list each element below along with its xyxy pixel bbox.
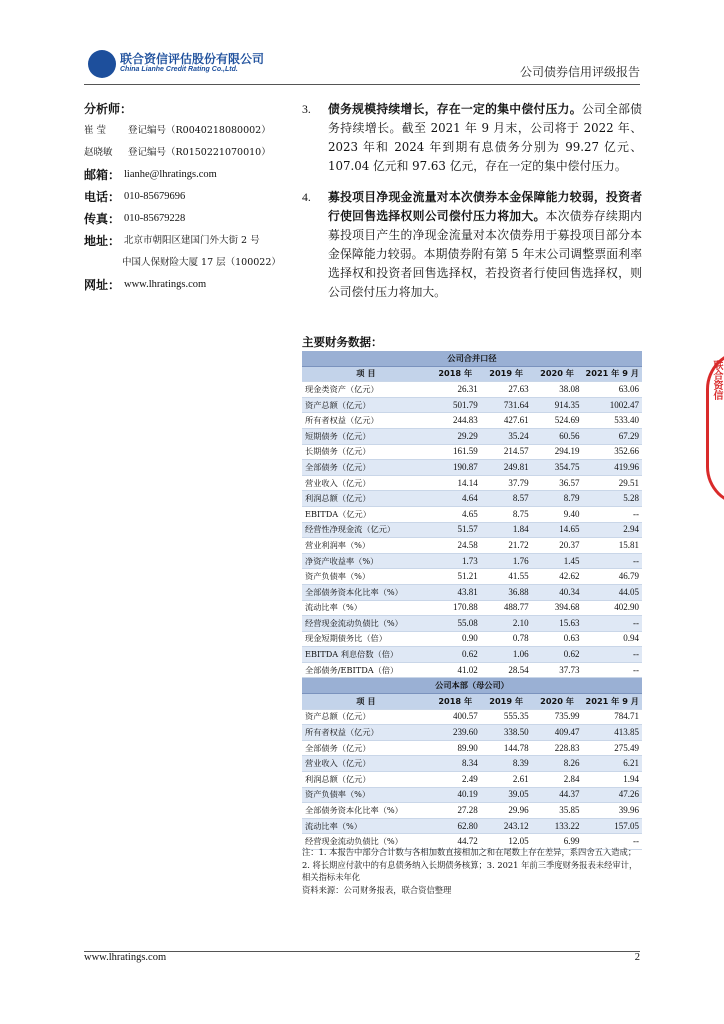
cell-value: 37.73 [532, 662, 583, 678]
cell-value: 228.83 [532, 740, 583, 756]
table-row [302, 616, 642, 632]
point-number: 3. [302, 102, 311, 116]
row-label: 经营现金流动负债比（%） [302, 616, 430, 632]
table-row [302, 553, 642, 569]
cell-value: 29.51 [583, 475, 642, 491]
cell-value: -- [583, 647, 642, 663]
cell-value: 8.75 [481, 506, 532, 522]
analyst-name: 赵晓敏 [84, 147, 113, 158]
cell-value: 0.94 [583, 631, 642, 647]
point-body: 公司全部债务持续增长。截至 2021 年 9 月末，公司将于 2022 年、2023 年和 2024 年到期有息债务分别为 99.27 亿元、107.04 亿元和 97.63 亿元，存在一定的集中偿付压力。 [328, 102, 642, 173]
table-row [302, 662, 642, 678]
row-label: 短期债务（亿元） [302, 428, 430, 444]
table-row [302, 725, 642, 741]
section-title: 公司合并口径 [302, 351, 642, 366]
cell-value: 2.84 [532, 772, 583, 788]
cell-value: 5.28 [583, 491, 642, 507]
table-row [302, 506, 642, 522]
company-name-cn: 联合资信评估股份有限公司 [120, 52, 265, 66]
column-header: 2019 年 [481, 366, 532, 382]
cell-value: 36.57 [532, 475, 583, 491]
cell-value: 44.37 [532, 787, 583, 803]
table-row [302, 491, 642, 507]
cell-value: 1.06 [481, 647, 532, 663]
analyst-reg: 登记编号（R0040218080002） [128, 125, 271, 136]
cell-value: 51.57 [430, 522, 481, 538]
cell-value: 51.21 [430, 569, 481, 585]
cell-value: 39.05 [481, 787, 532, 803]
analyst-row [84, 120, 284, 142]
cell-value: 427.61 [481, 413, 532, 429]
row-label: 全部债务/EBITDA（倍） [302, 662, 430, 678]
row-label: 所有者权益（亿元） [302, 413, 430, 429]
cell-value: 144.78 [481, 740, 532, 756]
report-title: 公司债券信用评级报告 [519, 65, 640, 79]
cell-value: -- [583, 616, 642, 632]
column-header: 2019 年 [481, 694, 532, 710]
fax-value: 010-85679228 [124, 213, 186, 224]
row-label: EBITDA 利息倍数（倍） [302, 647, 430, 663]
cell-value: 338.50 [481, 725, 532, 741]
cell-value: 501.79 [430, 397, 481, 413]
table-row [302, 631, 642, 647]
cell-value: -- [583, 553, 642, 569]
table-row [302, 600, 642, 616]
cell-value: 731.64 [481, 397, 532, 413]
cell-value: 15.63 [532, 616, 583, 632]
cell-value: 8.57 [481, 491, 532, 507]
cell-value: 37.79 [481, 475, 532, 491]
cell-value: 41.02 [430, 662, 481, 678]
table-row [302, 818, 642, 834]
cell-value: 214.57 [481, 444, 532, 460]
cell-value: 44.72 [430, 834, 481, 850]
notes-text: 注：1. 本报告中部分合计数与各相加数直接相加之和在尾数上存在差异，系四舍五入造成；2. 将长期应付款中的有息债务纳入长期债务核算；3. 2021 年前三季度财务报表未经审计，相关指标未年化 [302, 847, 638, 882]
cell-value: 38.08 [532, 382, 583, 398]
cell-value: 1.84 [481, 522, 532, 538]
cell-value: 62.80 [430, 818, 481, 834]
row-label: 经营性净现金流（亿元） [302, 522, 430, 538]
column-header: 项 目 [302, 694, 430, 710]
table-row [302, 382, 642, 398]
cell-value: 39.96 [583, 803, 642, 819]
row-label: 全部债务资本化比率（%） [302, 803, 430, 819]
row-label: 资产总额（亿元） [302, 709, 430, 725]
cell-value: 89.90 [430, 740, 481, 756]
cell-value: 12.05 [481, 834, 532, 850]
table-column-headers [302, 694, 642, 710]
phone-row: 电话： 010-85679696 [84, 190, 186, 204]
table-row [302, 444, 642, 460]
cell-value: 2.10 [481, 616, 532, 632]
risk-point-4 [302, 188, 642, 302]
cell-value: 249.81 [481, 460, 532, 476]
cell-value: 8.26 [532, 756, 583, 772]
contact-panel [84, 98, 284, 296]
table-row [302, 787, 642, 803]
page-number: 2 [634, 952, 640, 963]
table-row [302, 460, 642, 476]
cell-value: -- [583, 662, 642, 678]
cell-value: 67.29 [583, 428, 642, 444]
column-header: 2018 年 [430, 694, 481, 710]
cell-value: 1.45 [532, 553, 583, 569]
row-label: 资产总额（亿元） [302, 397, 430, 413]
financial-table [302, 351, 642, 850]
cell-value: 24.58 [430, 538, 481, 554]
analyst-reg: 登记编号（R0150221070010） [128, 147, 271, 158]
cell-value: 239.60 [430, 725, 481, 741]
table-row [302, 709, 642, 725]
column-header: 2021 年 9 月 [583, 694, 642, 710]
cell-value: 1.76 [481, 553, 532, 569]
cell-value: -- [583, 506, 642, 522]
column-header: 2018 年 [430, 366, 481, 382]
column-header: 2020 年 [532, 366, 583, 382]
point-number: 4. [302, 190, 311, 204]
address-line1: 北京市朝阳区建国门外大街 2 号 [124, 235, 260, 246]
row-label: 经营现金流动负债比（%） [302, 834, 430, 850]
table-row [302, 756, 642, 772]
cell-value: 29.96 [481, 803, 532, 819]
table-section-header [302, 678, 642, 694]
cell-value: 352.66 [583, 444, 642, 460]
column-header: 2021 年 9 月 [583, 366, 642, 382]
email-row: 邮箱： lianhe@lhratings.com [84, 168, 217, 182]
cell-value: 413.85 [583, 725, 642, 741]
table-row [302, 740, 642, 756]
cell-value: 400.57 [430, 709, 481, 725]
row-label: 营业收入（亿元） [302, 475, 430, 491]
table-section-header [302, 351, 642, 366]
table-row [302, 647, 642, 663]
table-notes [302, 846, 642, 896]
address-line2: 中国人保财险大厦 17 层（100022） [122, 257, 281, 268]
table-row [302, 803, 642, 819]
web-row: 网址： www.lhratings.com [84, 278, 207, 292]
row-label: 资产负债率（%） [302, 569, 430, 585]
cell-value: 394.68 [532, 600, 583, 616]
cell-value: 354.75 [532, 460, 583, 476]
table-row [302, 428, 642, 444]
row-label: 利润总额（亿元） [302, 491, 430, 507]
cell-value: 735.99 [532, 709, 583, 725]
cell-value: 524.69 [532, 413, 583, 429]
table-row [302, 772, 642, 788]
cell-value: 4.65 [430, 506, 481, 522]
point-title: 债务规模持续增长，存在一定的集中偿付压力。 [328, 102, 582, 116]
cell-value: 40.34 [532, 584, 583, 600]
cell-value: 1.73 [430, 553, 481, 569]
seal-text: 联合资信 [711, 360, 722, 400]
cell-value: 0.63 [532, 631, 583, 647]
fax-row: 传真： 010-85679228 [84, 212, 186, 226]
row-label: 利润总额（亿元） [302, 772, 430, 788]
row-label: 营业收入（亿元） [302, 756, 430, 772]
cell-value: 161.59 [430, 444, 481, 460]
cell-value: 0.62 [430, 647, 481, 663]
table-row [302, 397, 642, 413]
cell-value: 555.35 [481, 709, 532, 725]
row-label: 现金类资产（亿元） [302, 382, 430, 398]
cell-value: 488.77 [481, 600, 532, 616]
footer-url[interactable]: www.lhratings.com [84, 952, 167, 963]
row-label: 流动比率（%） [302, 818, 430, 834]
row-label: 流动比率（%） [302, 600, 430, 616]
table-row [302, 584, 642, 600]
cell-value: 29.29 [430, 428, 481, 444]
company-name-en: China Lianhe Credit Rating Co.,Ltd. [120, 66, 238, 73]
cell-value: 294.19 [532, 444, 583, 460]
cell-value: 1002.47 [583, 397, 642, 413]
cell-value: 244.83 [430, 413, 481, 429]
table-column-headers [302, 366, 642, 382]
cell-value: 60.56 [532, 428, 583, 444]
phone-value: 010-85679696 [124, 191, 186, 202]
table-title: 主要财务数据： [302, 335, 383, 349]
cell-value: 42.62 [532, 569, 583, 585]
row-label: 所有者权益（亿元） [302, 725, 430, 741]
row-label: 全部债务（亿元） [302, 740, 430, 756]
table-row [302, 413, 642, 429]
row-label: 全部债务（亿元） [302, 460, 430, 476]
header-divider [84, 84, 640, 85]
cell-value: 27.28 [430, 803, 481, 819]
cell-value: 170.88 [430, 600, 481, 616]
cell-value: -- [583, 834, 642, 850]
cell-value: 35.85 [532, 803, 583, 819]
cell-value: 46.79 [583, 569, 642, 585]
cell-value: 0.90 [430, 631, 481, 647]
cell-value: 2.61 [481, 772, 532, 788]
footer-divider [84, 951, 640, 952]
cell-value: 190.87 [430, 460, 481, 476]
cell-value: 14.65 [532, 522, 583, 538]
cell-value: 6.99 [532, 834, 583, 850]
cell-value: 157.05 [583, 818, 642, 834]
row-label: 营业利润率（%） [302, 538, 430, 554]
cell-value: 28.54 [481, 662, 532, 678]
column-header: 2020 年 [532, 694, 583, 710]
cell-value: 243.12 [481, 818, 532, 834]
cell-value: 26.31 [430, 382, 481, 398]
point-title: 募投项目净现金流量对本次债券本金保障能力较弱，投资者行使回售选择权则公司偿付压力将加大。 [328, 190, 642, 223]
cell-value: 14.14 [430, 475, 481, 491]
risk-point-3 [302, 100, 642, 176]
cell-value: 6.21 [583, 756, 642, 772]
analyst-heading: 分析师： [84, 102, 133, 116]
address-row: 地址： 北京市朝阳区建国门外大街 2 号 [84, 234, 260, 248]
notes-source: 资料来源：公司财务报表，联合资信整理 [302, 884, 452, 895]
analyst-row [84, 142, 284, 164]
analyst-name: 崔 莹 [84, 125, 107, 136]
web-link[interactable]: www.lhratings.com [124, 279, 207, 290]
cell-value: 40.19 [430, 787, 481, 803]
cell-value: 20.37 [532, 538, 583, 554]
cell-value: 35.24 [481, 428, 532, 444]
cell-value: 43.81 [430, 584, 481, 600]
cell-value: 41.55 [481, 569, 532, 585]
row-label: 资产负债率（%） [302, 787, 430, 803]
table-row [302, 475, 642, 491]
row-label: 长期债务（亿元） [302, 444, 430, 460]
cell-value: 47.26 [583, 787, 642, 803]
table-row [302, 522, 642, 538]
cell-value: 2.49 [430, 772, 481, 788]
cell-value: 784.71 [583, 709, 642, 725]
address-row-2 [84, 252, 284, 274]
cell-value: 21.72 [481, 538, 532, 554]
cell-value: 914.35 [532, 397, 583, 413]
cell-value: 0.62 [532, 647, 583, 663]
cell-value: 27.63 [481, 382, 532, 398]
cell-value: 8.34 [430, 756, 481, 772]
cell-value: 275.49 [583, 740, 642, 756]
section-title: 公司本部（母公司） [302, 678, 642, 694]
cell-value: 63.06 [583, 382, 642, 398]
cell-value: 55.08 [430, 616, 481, 632]
cell-value: 419.96 [583, 460, 642, 476]
cell-value: 2.94 [583, 522, 642, 538]
cell-value: 0.78 [481, 631, 532, 647]
cell-value: 8.79 [532, 491, 583, 507]
row-label: 现金短期债务比（倍） [302, 631, 430, 647]
company-logo [88, 50, 116, 78]
cell-value: 44.05 [583, 584, 642, 600]
table-row [302, 569, 642, 585]
row-label: EBITDA（亿元） [302, 506, 430, 522]
email-link[interactable]: lianhe@lhratings.com [124, 169, 217, 180]
cell-value: 15.81 [583, 538, 642, 554]
cell-value: 1.94 [583, 772, 642, 788]
cell-value: 4.64 [430, 491, 481, 507]
cell-value: 133.22 [532, 818, 583, 834]
row-label: 全部债务资本化比率（%） [302, 584, 430, 600]
column-header: 项 目 [302, 366, 430, 382]
cell-value: 8.39 [481, 756, 532, 772]
cell-value: 533.40 [583, 413, 642, 429]
cell-value: 409.47 [532, 725, 583, 741]
cell-value: 36.88 [481, 584, 532, 600]
row-label: 净资产收益率（%） [302, 553, 430, 569]
cell-value: 9.40 [532, 506, 583, 522]
table-row [302, 538, 642, 554]
point-body: 本次债券存续期内募投项目产生的净现金流量对本次债券用于募投项目部分本金保障能力较弱。本期债券附有第 5 年末公司调整票面利率选择权和投资者回售选择权，若投资者行使回售选择权，则公司偿付压力将加大。 [328, 209, 642, 299]
cell-value: 402.90 [583, 600, 642, 616]
